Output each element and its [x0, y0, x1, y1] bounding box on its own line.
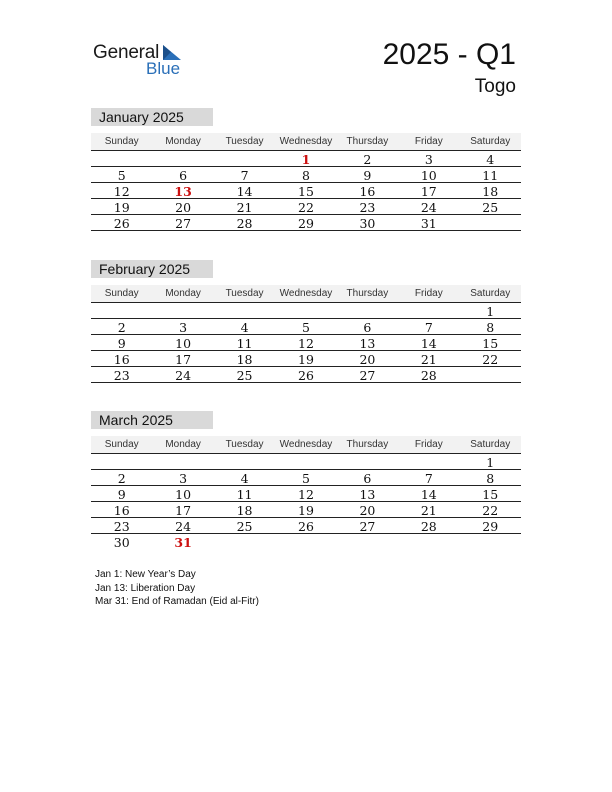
day-cell — [398, 534, 459, 549]
day-cell: 19 — [113, 200, 130, 215]
day-cell: 25 — [482, 200, 499, 215]
day-cell: 13 — [359, 336, 376, 351]
day-cell — [398, 454, 459, 469]
weekday-label: Friday — [414, 439, 443, 450]
day-cell: 15 — [482, 336, 499, 351]
weekday-header — [91, 133, 521, 151]
day-cell: 26 — [298, 368, 314, 383]
weekday-label: Monday — [165, 439, 201, 450]
day-cell: 17 — [175, 352, 192, 367]
day-cell — [152, 454, 213, 469]
day-cell: 26 — [298, 519, 314, 534]
day-cell: 27 — [359, 368, 376, 383]
weekday-label: Thursday — [346, 136, 389, 147]
holiday-list — [95, 568, 259, 609]
day-cell — [214, 454, 275, 469]
day-cell: 10 — [175, 336, 192, 351]
month-calendar — [91, 108, 521, 231]
day-cell: 9 — [117, 336, 126, 351]
weekday-label: Monday — [165, 136, 201, 147]
month-calendar — [91, 411, 521, 549]
weekday-label: Saturday — [470, 288, 511, 299]
day-cell: 18 — [236, 352, 253, 367]
weekday-label: Tuesday — [225, 136, 264, 147]
day-cell: 26 — [113, 216, 130, 231]
week-row — [91, 215, 521, 231]
day-cell: 25 — [236, 519, 253, 534]
day-cell: 31 — [420, 216, 437, 231]
weekday-label: Saturday — [470, 439, 511, 450]
day-cell: 2 — [363, 152, 372, 167]
holiday-item: Jan 13: Liberation Day — [95, 582, 196, 594]
day-cell: 20 — [175, 200, 192, 215]
day-cell: 1 — [486, 455, 495, 470]
day-cell — [91, 303, 152, 318]
weekday-label: Wednesday — [279, 136, 333, 147]
day-cell: 27 — [175, 216, 192, 231]
week-row — [91, 199, 521, 215]
weekday-label: Sunday — [104, 136, 139, 147]
day-cell: 6 — [179, 168, 188, 183]
weekday-header — [91, 436, 521, 454]
day-cell: 12 — [113, 184, 130, 199]
day-cell: 5 — [302, 320, 310, 335]
day-cell: 2 — [117, 471, 126, 486]
day-cell: 29 — [298, 216, 314, 231]
day-cell: 5 — [302, 471, 310, 486]
day-cell: 19 — [298, 352, 314, 367]
week-row — [91, 502, 521, 518]
day-cell: 25 — [236, 368, 253, 383]
day-cell: 23 — [359, 200, 376, 215]
day-cell: 6 — [363, 471, 372, 486]
day-cell — [91, 454, 152, 469]
day-cell: 23 — [113, 368, 130, 383]
day-cell: 10 — [420, 168, 437, 183]
day-cell — [337, 454, 398, 469]
day-cell — [275, 454, 336, 469]
day-cell: 30 — [359, 216, 376, 231]
day-cell: 4 — [240, 320, 249, 335]
day-cell: 23 — [113, 519, 130, 534]
day-cell: 28 — [236, 216, 253, 231]
week-row — [91, 534, 521, 549]
day-cell: 7 — [424, 320, 433, 335]
week-row — [91, 486, 521, 502]
day-cell: 3 — [179, 320, 188, 335]
day-cell: 16 — [113, 352, 130, 367]
day-cell — [152, 151, 213, 166]
weekday-label: Sunday — [104, 439, 139, 450]
day-cell: 22 — [482, 352, 499, 367]
month-calendar — [91, 260, 521, 383]
day-cell: 17 — [175, 503, 192, 518]
day-cell: 21 — [420, 352, 437, 367]
week-row — [91, 367, 521, 383]
day-cell: 8 — [302, 168, 310, 183]
week-row — [91, 470, 521, 486]
day-cell — [337, 534, 398, 549]
day-cell: 1 — [301, 152, 311, 167]
day-cell — [337, 303, 398, 318]
day-cell: 6 — [363, 320, 372, 335]
week-row — [91, 183, 521, 199]
holiday-item: Jan 1: New Year’s Day — [95, 569, 196, 580]
day-cell: 24 — [420, 200, 437, 215]
day-cell: 20 — [359, 352, 376, 367]
day-cell — [91, 151, 152, 166]
weekday-label: Sunday — [104, 288, 139, 299]
day-cell: 5 — [117, 168, 126, 183]
weekday-label: Wednesday — [279, 288, 333, 299]
week-row — [91, 454, 521, 470]
day-cell: 28 — [420, 368, 437, 383]
day-cell: 18 — [236, 503, 253, 518]
day-cell: 11 — [482, 168, 499, 183]
weekday-label: Friday — [414, 136, 443, 147]
day-cell — [152, 303, 213, 318]
day-cell: 15 — [482, 487, 499, 502]
day-cell: 4 — [240, 471, 249, 486]
day-cell — [275, 303, 336, 318]
quarter-title: 2025 - Q1 — [382, 38, 516, 71]
day-cell: 3 — [424, 152, 433, 167]
weekday-label: Tuesday — [225, 439, 264, 450]
day-cell: 20 — [359, 503, 376, 518]
day-cell: 4 — [486, 152, 495, 167]
day-cell — [460, 534, 521, 549]
weekday-label: Monday — [165, 288, 201, 299]
week-row — [91, 518, 521, 534]
day-cell: 29 — [482, 519, 499, 534]
day-cell — [214, 151, 275, 166]
day-cell: 9 — [117, 487, 126, 502]
day-cell: 2 — [117, 320, 126, 335]
day-cell: 11 — [236, 487, 253, 502]
day-cell: 21 — [420, 503, 437, 518]
day-cell: 24 — [175, 368, 192, 383]
day-cell: 7 — [424, 471, 433, 486]
day-cell — [460, 215, 521, 230]
logo-text-general: General — [93, 42, 160, 63]
day-cell: 14 — [420, 487, 437, 502]
day-cell: 1 — [486, 304, 495, 319]
day-cell: 9 — [363, 168, 372, 183]
day-cell: 10 — [175, 487, 192, 502]
day-cell: 14 — [236, 184, 253, 199]
week-row — [91, 303, 521, 319]
holiday-item: Mar 31: End of Ramadan (Eid al-Fitr) — [95, 596, 259, 607]
week-row — [91, 351, 521, 367]
day-cell: 12 — [298, 487, 314, 502]
day-cell: 13 — [359, 487, 376, 502]
day-cell: 28 — [420, 519, 437, 534]
day-cell — [214, 303, 275, 318]
logo — [93, 40, 193, 80]
day-cell: 27 — [359, 519, 376, 534]
day-cell — [214, 534, 275, 549]
day-cell — [460, 367, 521, 382]
logo-text-blue: Blue — [146, 59, 181, 78]
day-cell: 3 — [179, 471, 188, 486]
week-row — [91, 335, 521, 351]
day-cell: 17 — [420, 184, 437, 199]
day-cell: 7 — [240, 168, 249, 183]
day-cell: 13 — [174, 184, 192, 199]
day-cell: 19 — [298, 503, 314, 518]
day-cell: 21 — [236, 200, 253, 215]
weekday-label: Tuesday — [225, 288, 264, 299]
day-cell: 14 — [420, 336, 437, 351]
week-row — [91, 319, 521, 335]
day-cell: 11 — [236, 336, 253, 351]
day-cell: 31 — [174, 535, 192, 550]
weekday-label: Thursday — [346, 288, 389, 299]
month-name: February 2025 — [91, 260, 213, 278]
week-row — [91, 167, 521, 183]
day-cell: 16 — [359, 184, 376, 199]
day-cell: 16 — [113, 503, 130, 518]
weekday-label: Wednesday — [279, 439, 333, 450]
weekday-label: Saturday — [470, 136, 511, 147]
weekday-label: Friday — [414, 288, 443, 299]
weekday-label: Thursday — [346, 439, 389, 450]
day-cell: 24 — [175, 519, 192, 534]
month-name: January 2025 — [91, 108, 213, 126]
weekday-header — [91, 285, 521, 303]
day-cell: 15 — [298, 184, 314, 199]
country-name: Togo — [474, 76, 516, 97]
day-cell: 12 — [298, 336, 314, 351]
month-name: March 2025 — [91, 411, 213, 429]
day-cell: 22 — [298, 200, 314, 215]
day-cell: 22 — [482, 503, 499, 518]
day-cell — [275, 534, 336, 549]
day-cell: 8 — [486, 471, 495, 486]
day-cell — [398, 303, 459, 318]
week-row — [91, 151, 521, 167]
day-cell: 30 — [113, 535, 130, 550]
day-cell: 18 — [482, 184, 499, 199]
day-cell: 8 — [486, 320, 495, 335]
